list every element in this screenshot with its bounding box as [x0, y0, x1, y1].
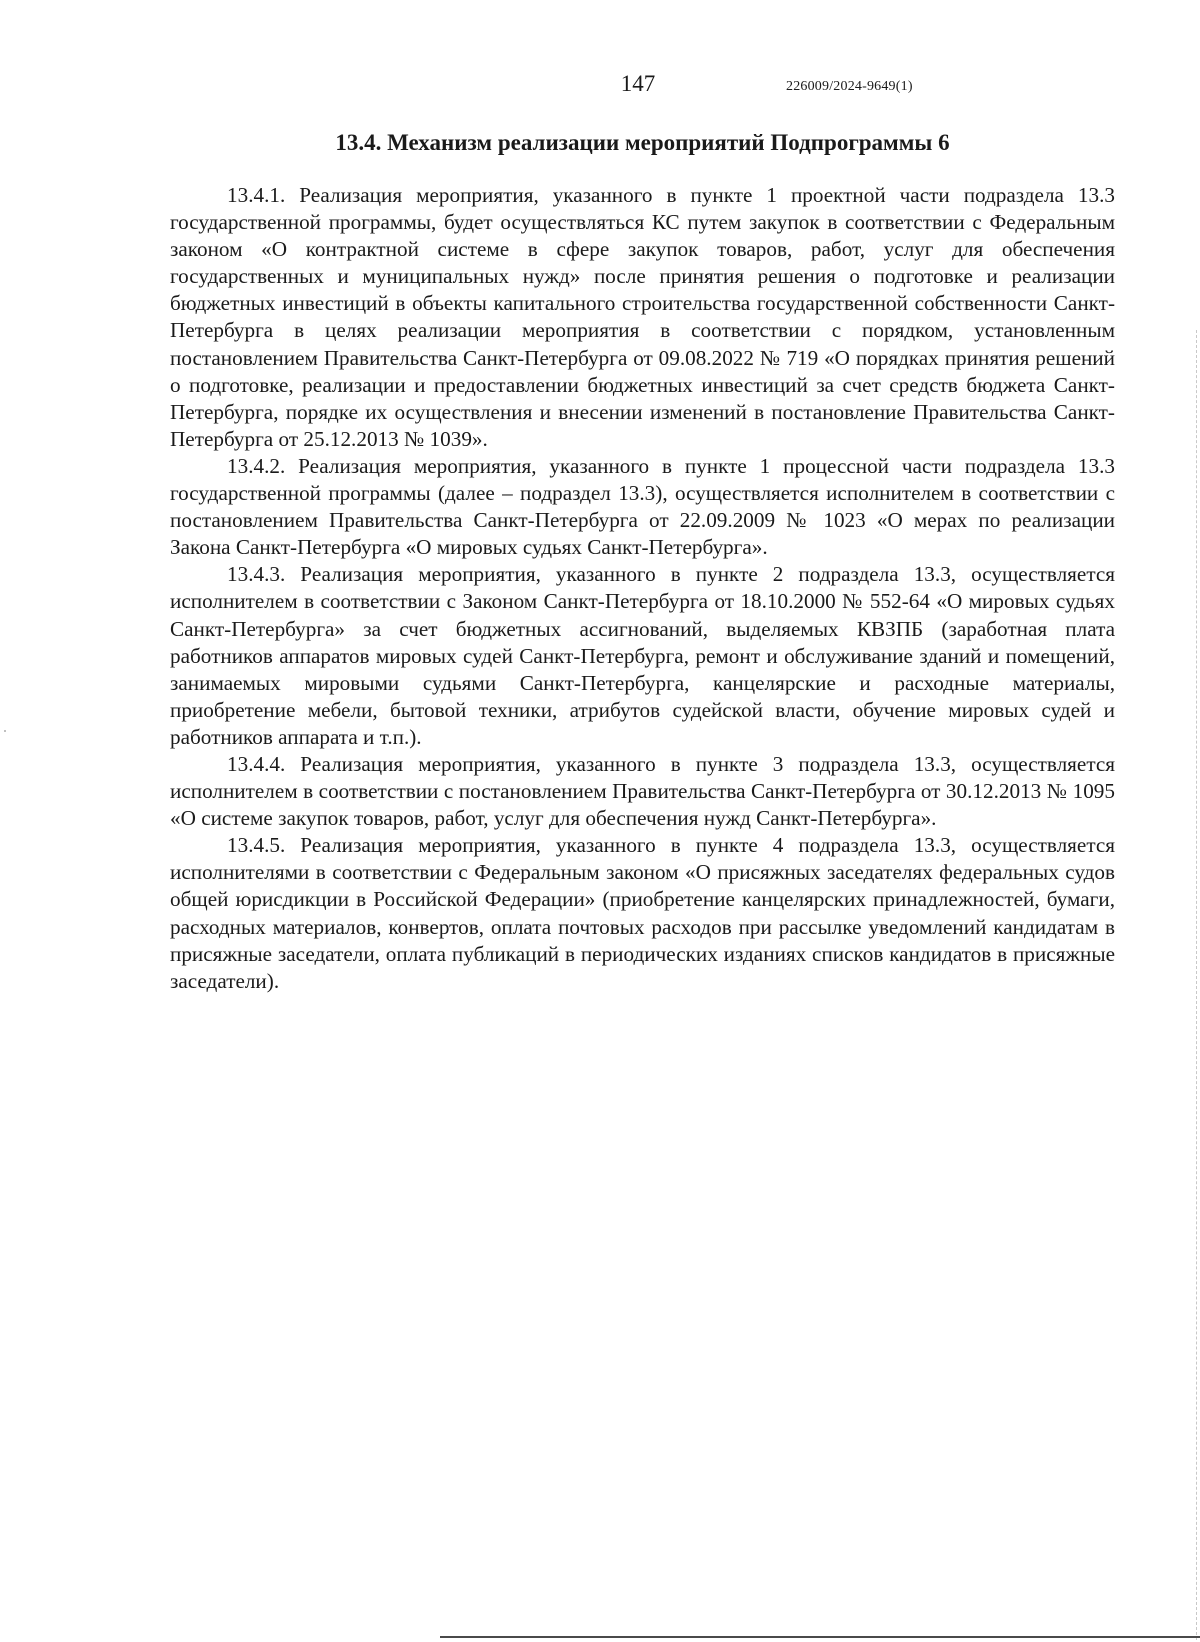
- paragraph-13-4-3: 13.4.3. Реализация мероприятия, указанного в пункте 2 подраздела 13.3, осуществляется исполнителем в соответствии с Законом Санкт-Петербурга от 18.10.2000 № 552-64 «О мировых судьях Санкт-Петербурга» за счет бюджетных ассигнований, выделяемых КВЗПБ (заработная плата работников аппаратов мировых судей Санкт-Петербурга, ремонт и обслуживание зданий и помещений, занимаемых мировыми судьями Санкт-Петербурга, канцелярские и расходные материалы, приобретение мебели, бытовой техники, атрибутов судейской власти, обучение мировых судей и работников аппарата и т.п.).: [170, 562, 1115, 749]
- document-body: [170, 182, 1115, 995]
- section-title: 13.4. Механизм реализации мероприятий Подпрограммы 6: [335, 130, 950, 155]
- scan-edge-bottom: [440, 1636, 1200, 1638]
- scan-speck: [4, 730, 6, 732]
- paragraph-13-4-4: 13.4.4. Реализация мероприятия, указанного в пункте 3 подраздела 13.3, осуществляется исполнителем в соответствии с постановлением Правительства Санкт-Петербурга от 30.12.2013 № 1095 «О системе закупок товаров, работ, услуг для обеспечения нужд Санкт-Петербурга».: [170, 751, 1115, 831]
- paragraph-13-4-2: 13.4.2. Реализация мероприятия, указанного в пункте 1 процессной части подраздела 13.3 государственной программы (далее – подраздел 13.3), осуществляется исполнителем в соответствии с постановлением Правительства Санкт-Петербурга от 22.09.2009 № 1023 «О мерах по реализации Закона Санкт-Петербурга «О мировых судьях Санкт-Петербурга».: [170, 453, 1115, 560]
- scan-edge-right: [1196, 330, 1197, 1640]
- paragraph-13-4-1: 13.4.1. Реализация мероприятия, указанного в пункте 1 проектной части подраздела 13.3 государственной программы, будет осуществляться КС путем закупок в соответствии с Федеральным законом «О контрактной системе в сфере закупок товаров, работ, услуг для обеспечения государственных и муниципальных нужд» после принятия решения о подготовке и реализации бюджетных инвестиций в объекты капитального строительства государственной собственности Санкт-Петербурга в целях реализации мероприятия в соответствии с порядком, установленным постановлением Правительства Санкт-Петербурга от 09.08.2022 № 719 «О порядках принятия решений о подготовке, реализации и предоставлении бюджетных инвестиций за счет средств бюджета Санкт-Петербурга, порядке их осуществления и внесении изменений в постановление Правительства Санкт-Петербурга от 25.12.2013 № 1039».: [170, 183, 1115, 451]
- document-number: 226009/2024-9649(1): [786, 79, 913, 94]
- paragraph-13-4-5: 13.4.5. Реализация мероприятия, указанного в пункте 4 подраздела 13.3, осуществляется исполнителями в соответствии с Федеральным законом «О присяжных заседателях федеральных судов общей юрисдикции в Российской Федерации» (приобретение канцелярских принадлежностей, бумаги, расходных материалов, конвертов, оплата почтовых расходов при рассылке уведомлений кандидатам в присяжные заседатели, оплата публикаций в периодических изданиях списков кандидатов в присяжные заседатели).: [170, 833, 1115, 993]
- page-number: 147: [620, 71, 656, 96]
